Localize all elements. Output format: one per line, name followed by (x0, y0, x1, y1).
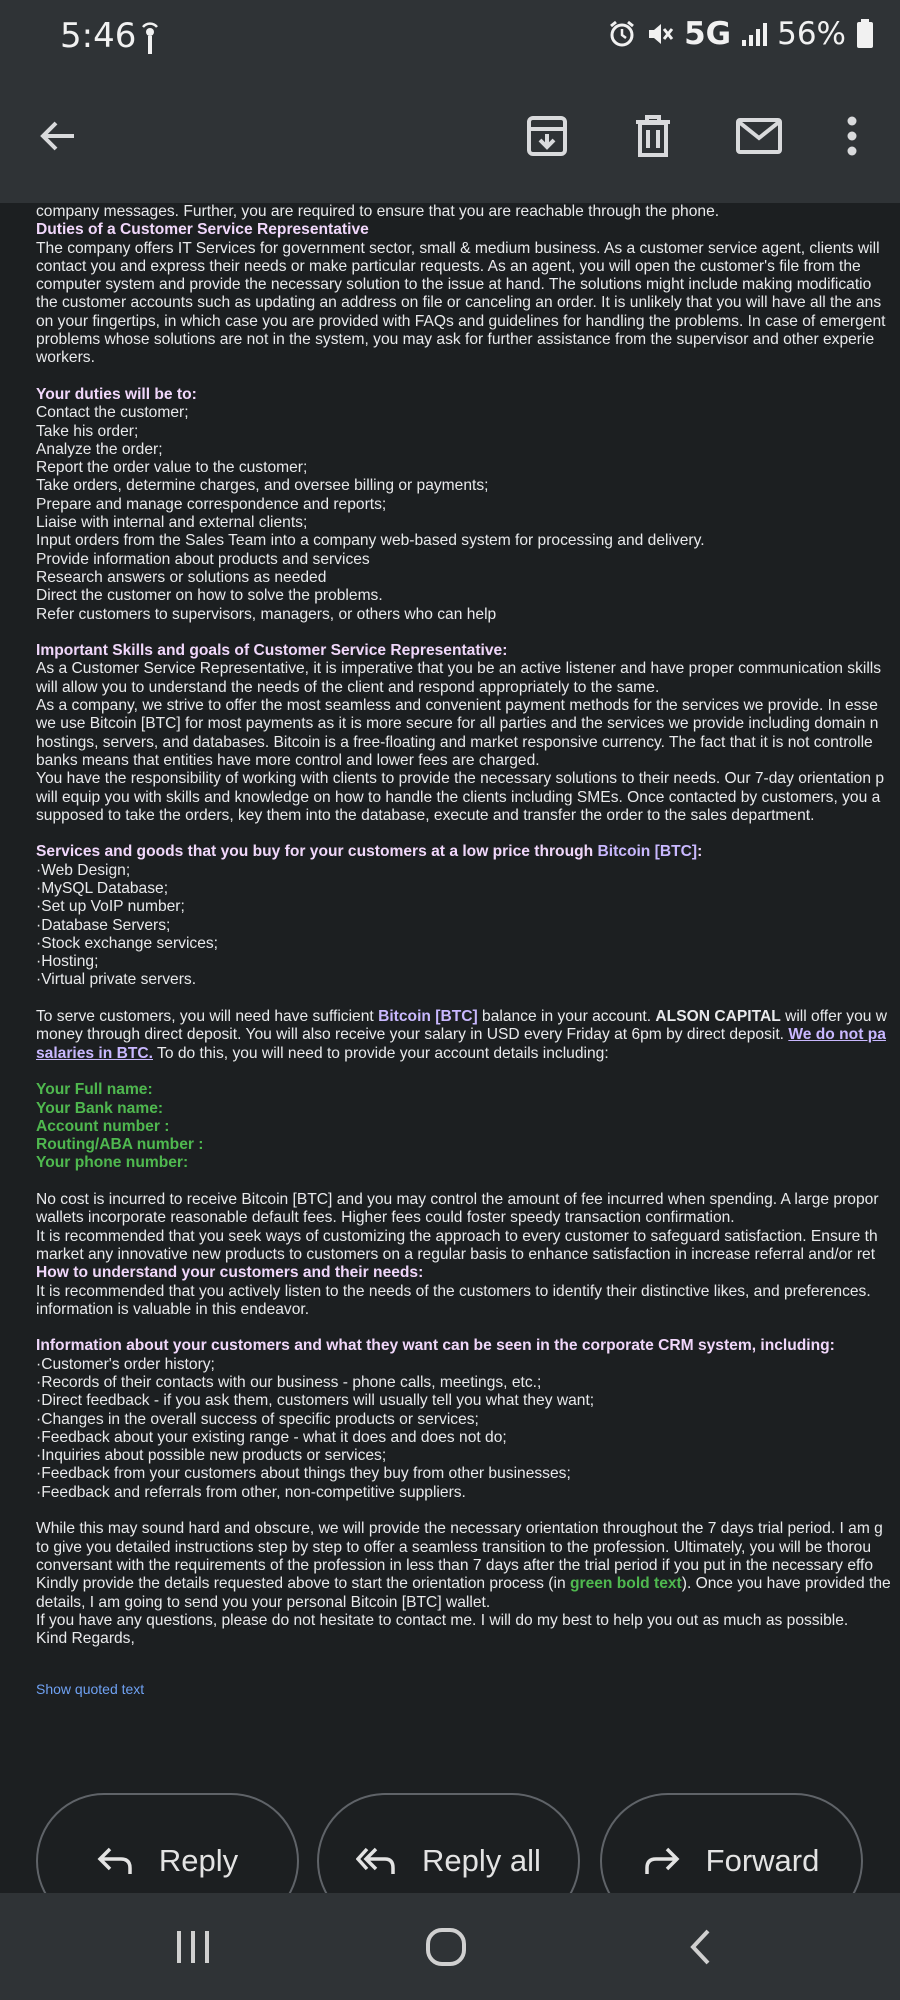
field-phone-number: Your phone number: (36, 1154, 189, 1172)
reply-label: Reply (158, 1843, 239, 1878)
list-item: ·Feedback about your existing range - what it does and does not do; (36, 1428, 507, 1446)
salary-link[interactable]: salaries in BTC. (36, 1044, 153, 1062)
list-item: Direct the customer on how to solve the problems. (36, 587, 383, 605)
text-run: To serve customers, you will need have sufficient (36, 1008, 379, 1026)
battery-icon (856, 19, 874, 49)
section-heading: Your duties will be to: (36, 385, 197, 403)
body-line: we use Bitcoin [BTC] for most payments as it is more secure for all parties and the services we provide including domain n (36, 715, 879, 733)
list-item: Refer customers to supervisors, managers, or others who can help (36, 605, 497, 623)
section-heading (36, 843, 900, 861)
field-full-name: Your Full name: (36, 1081, 153, 1099)
body-line: conversant with the requirements of the profession in less than 7 days after the trial period if you put in the necessary effo (36, 1556, 874, 1574)
body-line: the customer accounts such as updating an address on file or canceling an order. It is unlikely that you will have all the ans (36, 294, 882, 312)
hotspot-icon (138, 20, 162, 56)
forward-label: Forward (705, 1843, 820, 1878)
section-heading: Information about your customers and what they want can be seen in the corporate CRM system, including: (36, 1337, 835, 1355)
list-item: ·Stock exchange services; (36, 934, 219, 952)
list-item: ·MySQL Database; (36, 879, 169, 897)
body-line: to give you detailed instructions step by step to offer a seamless transition to the profession. Ultimately, you will be thorou (36, 1538, 871, 1556)
bitcoin-label: Bitcoin [BTC] (597, 843, 698, 861)
reply-icon (97, 1846, 133, 1876)
body-line: workers. (36, 349, 95, 367)
section-heading: Important Skills and goals of Customer Service Representative: (36, 642, 508, 660)
list-item: Analyze the order; (36, 440, 163, 458)
list-item: Provide information about products and services (36, 550, 370, 568)
back-arrow-icon[interactable] (28, 106, 88, 166)
text-run: money through direct deposit. You will also receive your salary in USD every Friday at 6pm by direct deposit. (36, 1026, 789, 1044)
body-line: hostings, servers, and databases. Bitcoin is a free-floating and market responsive currency. The fact that it is not controlle (36, 733, 873, 751)
forward-icon (644, 1846, 680, 1876)
list-item: ·Hosting; (36, 953, 99, 971)
list-item: ·Feedback and referrals from other, non-competitive suppliers. (36, 1483, 466, 1501)
list-item: ·Feedback from your customers about things they buy from other businesses; (36, 1465, 571, 1483)
list-item: ·Changes in the overall success of specific products or services; (36, 1410, 479, 1428)
text-run: Kindly provide the details requested above to start the orientation process (in (36, 1575, 570, 1593)
list-item: ·Set up VoIP number; (36, 898, 185, 916)
company-name: ALSON CAPITAL (655, 1008, 781, 1026)
list-item: Take orders, determine charges, and oversee billing or payments; (36, 477, 489, 495)
body-line: As a Customer Service Representative, it is imperative that you be an active listener and have proper communication skills (36, 660, 882, 678)
body-line: While this may sound hard and obscure, we will provide the necessary orientation throughout the 7 days trial period. I am g (36, 1520, 883, 1538)
body-line: banks means that entities have more control and lower fees are charged. (36, 751, 540, 769)
body-line: The company offers IT Services for government sector, small & medium business. As a customer service agent, clients will (36, 239, 880, 257)
battery-level: 56% (777, 16, 846, 52)
mail-icon[interactable] (729, 106, 789, 166)
field-bank-name: Your Bank name: (36, 1099, 164, 1117)
body-line: on your fingertips, in which case you are provided with FAQs and guidelines for handling the problems. In case of emergent (36, 312, 886, 330)
body-line: You have the responsibility of working with clients to provide the necessary solutions to their needs. Our 7-day orientation p (36, 770, 885, 788)
list-item: ·Direct feedback - if you ask them, customers will usually tell you what they want; (36, 1392, 595, 1410)
body-line (36, 1575, 900, 1593)
list-item: Liaise with internal and external clients; (36, 514, 308, 532)
text-run: To do this, you will need to provide your account details including: (153, 1044, 609, 1062)
body-line (36, 1045, 900, 1063)
body-line: If you have any questions, please do not hesitate to contact me. I will do my best to help you out as much as possible. (36, 1611, 849, 1629)
status-right-group (608, 16, 874, 52)
body-line: will allow you to understand the needs of the client and respond appropriately to the same. (36, 678, 660, 696)
status-bar (0, 0, 900, 76)
body-line: It is recommended that you seek ways of customizing the approach to every customer to safeguard satisfaction. Ensure th (36, 1227, 878, 1245)
list-item: Report the order value to the customer; (36, 459, 308, 477)
text-run: balance in your account. (477, 1008, 656, 1026)
sign-off: Kind Regards, (36, 1630, 135, 1648)
reply-all-label: Reply all (422, 1843, 541, 1878)
body-line: No cost is incurred to receive Bitcoin [BTC] and you may control the amount of fee incurred when spending. A large propor (36, 1191, 879, 1209)
list-item: ·Virtual private servers. (36, 971, 197, 989)
body-line: computer system and provide the necessary solution to the issue at hand. The solutions might include making modificatio (36, 276, 872, 294)
network-type: 5G (684, 16, 732, 52)
list-item: ·Customer's order history; (36, 1355, 215, 1373)
green-bold-text: green bold text (569, 1575, 682, 1593)
list-item: ·Records of their contacts with our business - phone calls, meetings, etc.; (36, 1374, 542, 1391)
email-toolbar (0, 76, 900, 203)
body-line: problems whose solutions are not in the system, you may ask for further assistance from the supervisor and other experie (36, 331, 875, 349)
recent-apps-icon[interactable] (163, 1923, 223, 1971)
body-line: information is valuable in this endeavor. (36, 1300, 310, 1318)
list-item: Research answers or solutions as needed (36, 568, 327, 586)
status-time: 5:46 (60, 16, 137, 56)
list-item: Contact the customer; (36, 404, 189, 422)
body-line: As a company, we strive to offer the most seamless and convenient payment methods for the services we provide. In esse (36, 697, 878, 715)
signal-icon (741, 22, 767, 46)
body-line: It is recommended that you actively listen to the needs of the customers to identify their distinctive likes, and preferences. (36, 1282, 871, 1300)
nav-back-icon[interactable] (670, 1923, 730, 1971)
bitcoin-label: Bitcoin [BTC] (378, 1008, 478, 1026)
heading-colon: : (697, 843, 703, 861)
archive-icon[interactable] (517, 106, 577, 166)
system-nav-bar (0, 1893, 900, 2000)
list-item: Input orders from the Sales Team into a company web-based system for processing and delivery. (36, 532, 705, 550)
list-item: ·Web Design; (36, 861, 131, 879)
salary-link[interactable]: We do not pa (788, 1026, 886, 1044)
body-line (36, 1026, 900, 1044)
body-line: market any innovative new products to customers on a regular basis to enhance satisfaction in increase referral and/or ret (36, 1245, 876, 1263)
mute-icon (646, 20, 674, 48)
delete-icon[interactable] (623, 106, 683, 166)
list-item: Prepare and manage correspondence and reports; (36, 495, 387, 513)
field-account-number: Account number : (36, 1117, 170, 1135)
body-line: company messages. Further, you are required to ensure that you are reachable through the phone. (36, 203, 720, 220)
heading-text: Services and goods that you buy for your customers at a low price through (36, 843, 598, 861)
alarm-icon (608, 20, 636, 48)
body-line: supposed to take the orders, key them into the database, execute and transfer the order to the sales department. (36, 806, 815, 824)
email-body (36, 203, 900, 1723)
field-routing-number: Routing/ABA number : (36, 1136, 204, 1154)
body-line (36, 1008, 900, 1026)
list-item: ·Database Servers; (36, 916, 171, 934)
section-heading: Duties of a Customer Service Representative (36, 221, 369, 239)
list-item: Take his order; (36, 422, 139, 440)
body-line: wallets incorporate reasonable default fees. Higher fees could foster speedy transaction confirmation. (36, 1209, 735, 1227)
reply-all-icon (356, 1846, 396, 1876)
body-line: details, I am going to send you your personal Bitcoin [BTC] wallet. (36, 1593, 491, 1611)
section-heading: How to understand your customers and their needs: (36, 1264, 424, 1282)
show-quoted-text-link[interactable]: Show quoted text (36, 1681, 145, 1697)
body-line: contact you and express their needs or make particular requests. As an agent, you will open the customer's file from the (36, 257, 861, 275)
text-run: ). Once you have provided the (681, 1575, 891, 1593)
text-run: will offer you w (780, 1008, 888, 1026)
home-icon[interactable] (416, 1923, 476, 1971)
list-item: ·Inquiries about possible new products or services; (36, 1447, 387, 1465)
body-line: will equip you with skills and knowledge on how to handle the clients including SMEs. Once contacted by customers, you a (36, 788, 881, 806)
more-vert-icon[interactable] (822, 106, 882, 166)
